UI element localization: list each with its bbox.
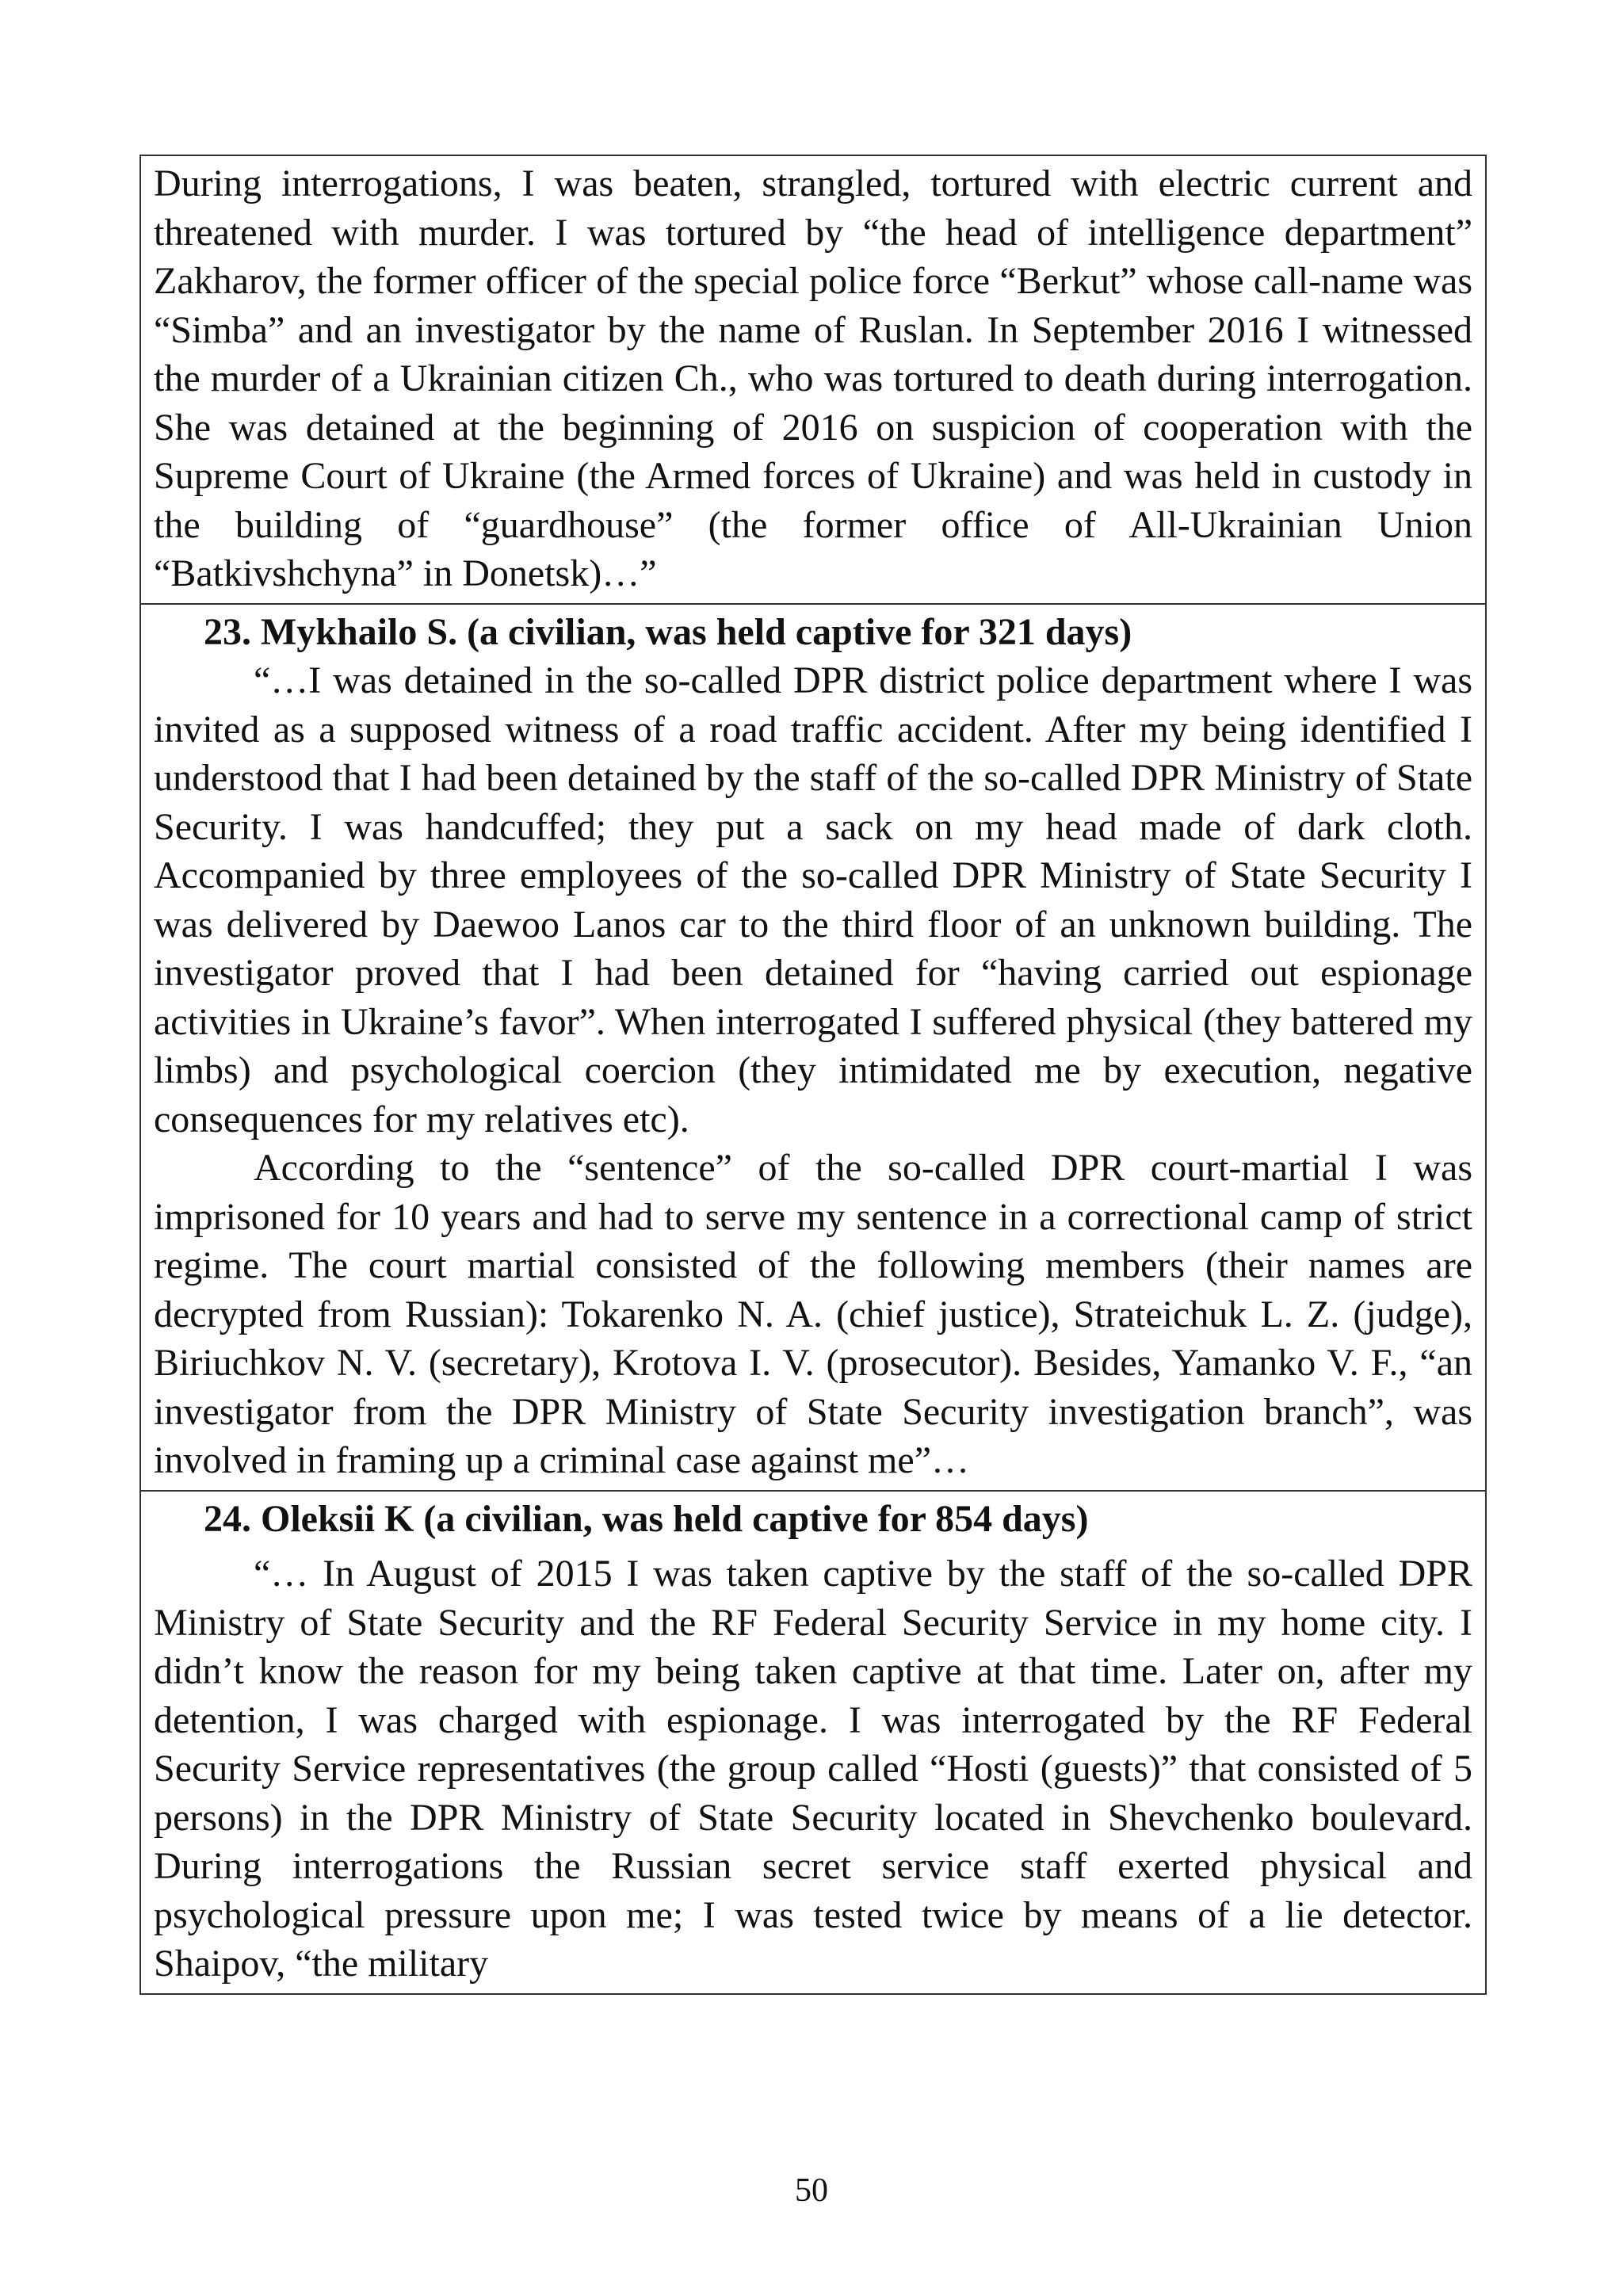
testimony-paragraph: According to the “sentence” of the so-called DPR court-martial I was imprisoned for 10 years and had to serve my sentence in a correctional camp of strict regime. The court martial consisted of the following members (their names are decrypted from Russian): Tokarenko N. A. (chief justice), Strateichuk L. Z. (judge), Biriuchkov N. V. (secretary), Krotova I. V. (prosecutor). Besides, Yamanko V. F., “an investigator from the DPR Ministry of State Security investigation branch”, was involved in framing up a criminal case against me”… bbox=[154, 1147, 1472, 1481]
testimony-table bbox=[139, 155, 1487, 1995]
page-number: 50 bbox=[795, 2172, 828, 2209]
testimony-cell-23 bbox=[140, 604, 1486, 1491]
testimony-paragraph: During interrogations, I was beaten, strangled, tortured with electric current and threatened with murder. I was tortured by “the head of intelligence department” Zakharov, the former officer of the special police force “Berkut” whose call-name was “Simba” and an investigator by the name of Ruslan. In September 2016 I witnessed the murder of a Ukrainian citizen Ch., who was tortured to death during interrogation. She was detained at the beginning of 2016 on suspicion of cooperation with the Supreme Court of Ukraine (the Armed forces of Ukraine) and was held in custody in the building of “guardhouse” (the former office of All-Ukrainian Union “Batkivshchyna” in Donetsk)…” bbox=[154, 162, 1472, 594]
testimony-heading: 23. Mykhailo S. (a civilian, was held captive for 321 days) bbox=[204, 610, 1132, 653]
testimony-heading: 24. Oleksii K (a civilian, was held captive for 854 days) bbox=[204, 1497, 1089, 1540]
table-row bbox=[140, 1491, 1486, 1994]
testimony-paragraph: “… In August of 2015 I was taken captive by the staff of the so-called DPR Ministry of State Security and the RF Federal Security Service in my home city. I didn’t know the reason for my being taken captive at that time. Later on, after my detention, I was charged with espionage. I was interrogated by the RF Federal Security Service representatives (the group called “Hosti (guests)” that consisted of 5 persons) in the DPR Ministry of State Security located in Shevchenko boulevard. During interrogations the Russian secret service staff exerted physical and psychological pressure upon me; I was tested twice by means of a lie detector. Shaipov, “the military bbox=[154, 1553, 1472, 1985]
table-row bbox=[140, 604, 1486, 1491]
testimony-paragraph: “…I was detained in the so-called DPR district police department where I was invited as a supposed witness of a road traffic accident. After my being identified I understood that I had been detained by the staff of the so-called DPR Ministry of State Security. I was handcuffed; they put a sack on my head made of dark cloth. Accompanied by three employees of the so-called DPR Ministry of State Security I was delivered by Daewoo Lanos car to the third floor of an unknown building. The investigator proved that I had been detained for “having carried out espionage activities in Ukraine’s favor”. When interrogated I suffered physical (they battered my limbs) and psychological coercion (they intimidated me by execution, negative consequences for my relatives etc). bbox=[154, 659, 1472, 1140]
table-row bbox=[140, 155, 1486, 604]
testimony-cell-22-continued bbox=[140, 155, 1486, 604]
testimony-cell-24 bbox=[140, 1491, 1486, 1994]
